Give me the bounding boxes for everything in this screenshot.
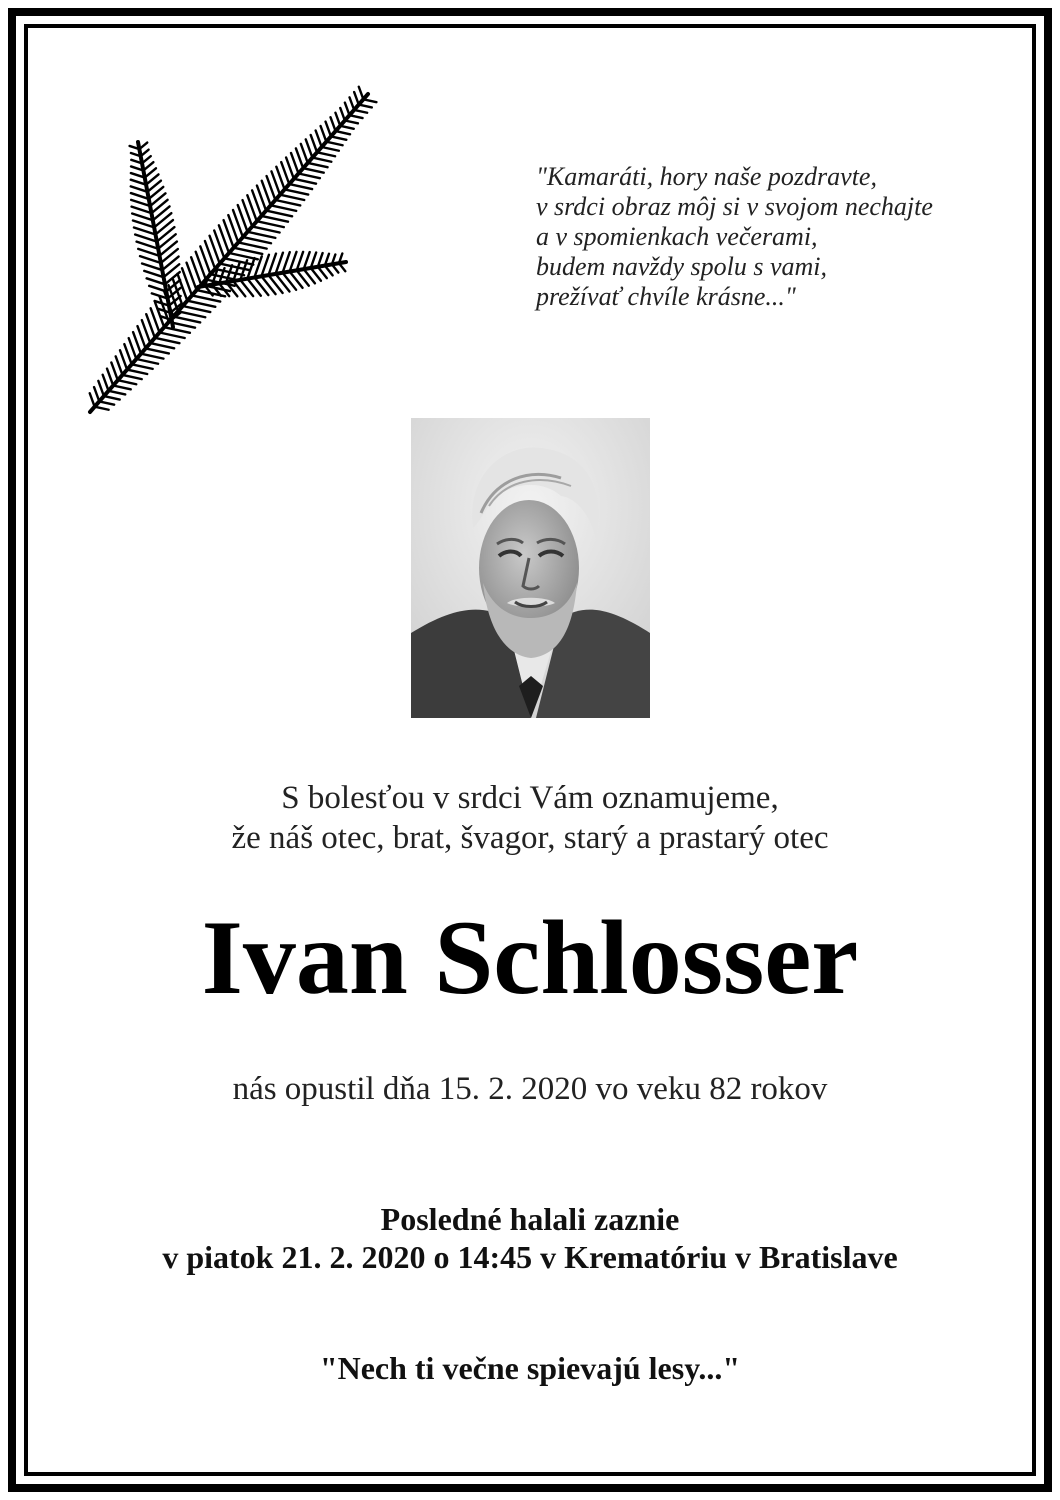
funeral-line: v piatok 21. 2. 2020 o 14:45 v Krematóriu v Bratislave — [162, 1239, 898, 1275]
funeral-info — [0, 1200, 1060, 1276]
poem-line: v srdci obraz môj si v svojom nechajte — [536, 192, 933, 221]
portrait-illustration — [411, 418, 650, 718]
spruce-branch-icon — [78, 82, 388, 422]
portrait-photo — [411, 418, 650, 718]
announcement — [0, 778, 1060, 858]
poem-line: prežívať chvíle krásne..." — [536, 282, 796, 311]
poem-line: a v spomienkach večerami, — [536, 222, 818, 251]
poem-line: "Kamaráti, hory naše pozdravte, — [536, 162, 877, 191]
announcement-line: S bolesťou v srdci Vám oznamujeme, — [281, 780, 779, 816]
poem — [536, 162, 1006, 312]
funeral-line: Posledné halali zaznie — [380, 1201, 680, 1237]
motto: "Nech ti večne spievajú lesy..." — [319, 1350, 741, 1386]
death-notice: nás opustil dňa 15. 2. 2020 vo veku 82 rokov — [232, 1071, 828, 1107]
poem-line: budem navždy spolu s vami, — [536, 252, 828, 281]
announcement-line: že náš otec, brat, švagor, starý a prastarý otec — [231, 820, 829, 856]
deceased-name: Ivan Schlosser — [201, 899, 859, 1016]
